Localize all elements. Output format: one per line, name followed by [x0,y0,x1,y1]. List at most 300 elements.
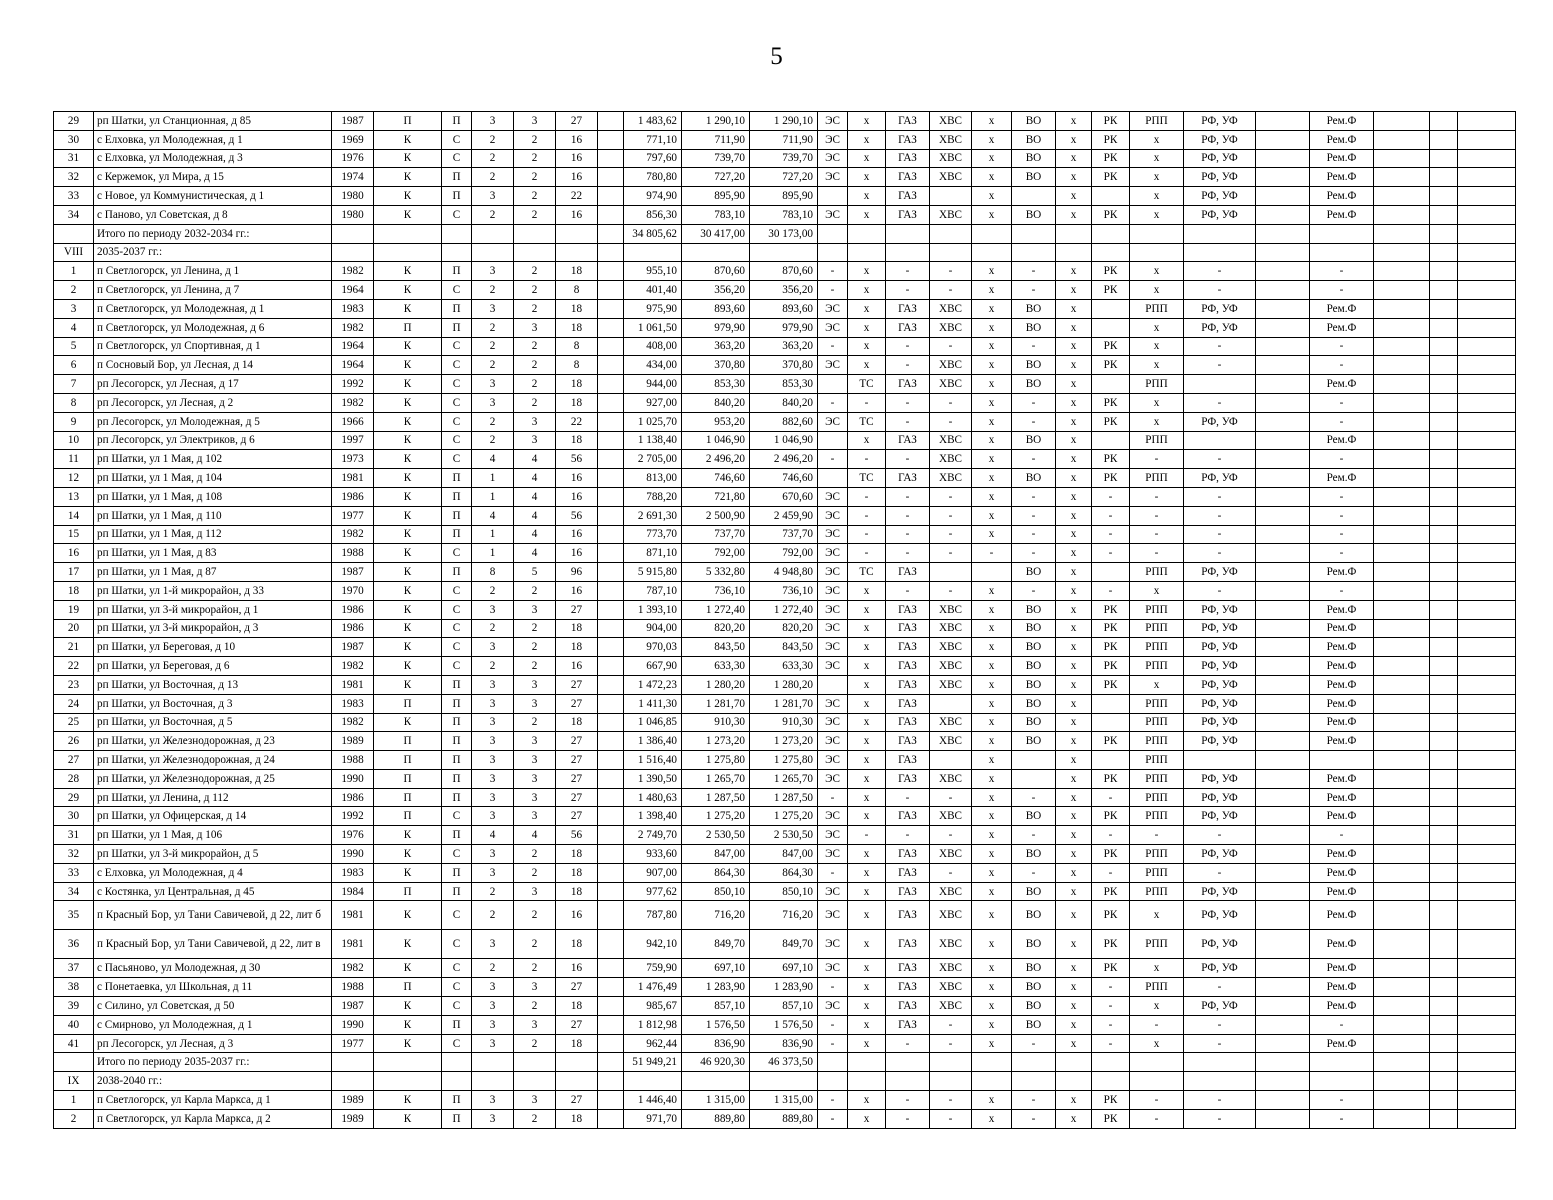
table-cell: 3 [472,930,514,959]
table-cell: - [1092,487,1130,506]
table-cell: 739,70 [682,149,750,168]
table-cell: ХВС [930,845,972,864]
table-cell: - [930,1091,972,1110]
table-cell: 2 [472,281,514,300]
address-cell: п Светлогорск, ул Ленина, д 1 [94,262,332,281]
table-cell: х [1056,525,1092,544]
table-cell [442,224,472,243]
table-cell: ВО [1012,638,1056,657]
table-cell: - [1310,506,1374,525]
table-cell: - [886,393,930,412]
table-cell [1184,431,1256,450]
table-cell [1430,187,1458,206]
table-cell: 401,40 [624,281,682,300]
table-cell [1056,224,1092,243]
table-cell: П [442,525,472,544]
table-row [54,375,1516,394]
table-cell: 974,90 [624,187,682,206]
table-cell: х [1056,732,1092,751]
table-cell: х [972,959,1012,978]
table-cell: - [886,487,930,506]
table-cell [1458,299,1516,318]
table-cell: РФ, УФ [1184,882,1256,901]
table-cell: РПП [1130,299,1184,318]
table-cell: ВО [1012,845,1056,864]
table-cell: 788,20 [624,487,682,506]
table-cell: х [972,882,1012,901]
table-cell: х [972,769,1012,788]
table-cell [1430,959,1458,978]
address-cell: рп Лесогорск, ул Электриков, д 6 [94,431,332,450]
table-cell: 23 [54,675,94,694]
table-cell: х [848,769,886,788]
table-row [54,901,1516,930]
table-cell: х [972,732,1012,751]
table-cell: Рем.Ф [1310,807,1374,826]
table-cell: - [1184,487,1256,506]
address-cell: п Красный Бор, ул Тани Савичевой, д 22, лит в [94,930,332,959]
table-cell: 1 046,90 [750,431,818,450]
table-cell [1092,431,1130,450]
table-cell: - [1184,281,1256,300]
table-cell: - [1184,1015,1256,1034]
table-cell: 893,60 [750,299,818,318]
table-cell [1374,997,1430,1016]
table-cell: х [848,694,886,713]
table-cell: ЭС [818,959,848,978]
table-cell: 1 283,90 [682,978,750,997]
table-cell: РФ, УФ [1184,112,1256,131]
table-row [54,393,1516,412]
table-cell: - [818,337,848,356]
table-cell [930,563,972,582]
table-cell [1374,299,1430,318]
table-cell: х [848,318,886,337]
table-cell [1458,205,1516,224]
table-cell [1012,769,1056,788]
table-cell: П [374,978,442,997]
table-row [54,788,1516,807]
table-cell: 2 [472,318,514,337]
table-cell [1430,997,1458,1016]
table-cell: ХВС [930,356,972,375]
table-cell: ВО [1012,732,1056,751]
table-cell: х [1056,959,1092,978]
table-cell: РК [1092,732,1130,751]
table-cell: С [442,281,472,300]
table-cell: х [848,845,886,864]
table-cell [1430,544,1458,563]
table-cell: х [1056,487,1092,506]
table-cell: РК [1092,469,1130,488]
table-cell: 1987 [332,563,374,582]
table-cell: 4 [514,506,556,525]
table-cell: 792,00 [750,544,818,563]
table-cell: ЭС [818,544,848,563]
table-cell: 3 [472,997,514,1016]
table-cell: 1987 [332,112,374,131]
table-cell: 56 [556,450,598,469]
table-cell: 33 [54,187,94,206]
table-cell: - [930,412,972,431]
table-cell: - [1092,863,1130,882]
table-cell: 813,00 [624,469,682,488]
table-cell [1256,469,1310,488]
table-cell: х [848,187,886,206]
table-cell: 2 [472,412,514,431]
table-cell: ХВС [930,638,972,657]
table-cell: х [1056,262,1092,281]
table-cell [1092,694,1130,713]
table-cell: 3 [472,732,514,751]
table-cell: С [442,356,472,375]
table-cell: ХВС [930,450,972,469]
table-cell: П [442,469,472,488]
table-cell: х [1130,412,1184,431]
table-cell: х [1056,1109,1092,1128]
table-cell [1374,393,1430,412]
table-cell: 30 417,00 [682,224,750,243]
table-cell: - [1130,1015,1184,1034]
table-cell: 697,10 [682,959,750,978]
table-cell: 31 [54,149,94,168]
table-cell: 3 [472,375,514,394]
table-cell: х [1056,469,1092,488]
table-cell: Рем.Ф [1310,675,1374,694]
table-cell: РФ, УФ [1184,638,1256,657]
table-cell: - [1092,506,1130,525]
table-cell: Рем.Ф [1310,469,1374,488]
table-cell [930,1053,972,1072]
table-cell [1430,930,1458,959]
table-cell [598,1109,624,1128]
table-cell: РК [1092,281,1130,300]
table-cell: х [1056,393,1092,412]
table-cell: х [1056,130,1092,149]
table-cell: РФ, УФ [1184,205,1256,224]
table-cell: ЭС [818,299,848,318]
table-cell: 2 705,00 [624,450,682,469]
table-cell [598,1091,624,1110]
table-cell: ХВС [930,675,972,694]
table-cell [598,713,624,732]
table-cell: 771,10 [624,130,682,149]
table-cell: 2 [514,337,556,356]
table-cell: ХВС [930,600,972,619]
table-cell: 3 [514,751,556,770]
table-cell: 1 138,40 [624,431,682,450]
table-cell [374,224,442,243]
table-cell: ВО [1012,205,1056,224]
table-cell: 19 [54,600,94,619]
table-cell [818,469,848,488]
table-cell: 1 390,50 [624,769,682,788]
table-cell: 1 [472,487,514,506]
table-cell: РФ, УФ [1184,168,1256,187]
table-cell: ГАЗ [886,187,930,206]
table-cell: Рем.Ф [1310,130,1374,149]
table-cell: 2 [514,375,556,394]
table-cell: 975,90 [624,299,682,318]
table-cell [1458,187,1516,206]
table-cell: х [848,281,886,300]
table-cell [1374,863,1430,882]
table-cell [1374,168,1430,187]
table-cell: С [442,581,472,600]
table-cell [1374,281,1430,300]
table-cell: - [1012,337,1056,356]
table-cell: - [886,544,930,563]
table-cell: х [848,882,886,901]
table-cell: - [1184,863,1256,882]
table-cell: 3 [514,807,556,826]
table-cell: 979,90 [682,318,750,337]
table-cell: 8 [556,337,598,356]
table-cell: 2 [514,393,556,412]
table-cell: 1997 [332,431,374,450]
table-cell [1458,356,1516,375]
table-cell: 1 483,62 [624,112,682,131]
table-cell: ВО [1012,807,1056,826]
table-cell [1374,243,1430,262]
table-cell: 3 [472,978,514,997]
table-cell [1374,544,1430,563]
table-cell [1458,882,1516,901]
table-cell: - [1184,1034,1256,1053]
address-cell: с Силино, ул Советская, д 50 [94,997,332,1016]
table-cell: ГАЗ [886,112,930,131]
table-cell: ВО [1012,713,1056,732]
table-cell: 2 [514,205,556,224]
table-cell: 46 920,30 [682,1053,750,1072]
table-cell: РК [1092,638,1130,657]
table-cell: 29 [54,788,94,807]
table-cell: РК [1092,845,1130,864]
table-cell: х [972,262,1012,281]
table-cell [1130,224,1184,243]
table-cell: РПП [1130,930,1184,959]
table-cell: 889,80 [682,1109,750,1128]
table-cell [1374,807,1430,826]
table-cell [1430,337,1458,356]
table-cell: 849,70 [750,930,818,959]
table-row [54,431,1516,450]
table-cell: 1 025,70 [624,412,682,431]
table-cell: Рем.Ф [1310,149,1374,168]
table-cell: - [930,281,972,300]
table-cell: х [848,168,886,187]
table-cell: 942,10 [624,930,682,959]
table-cell: РФ, УФ [1184,997,1256,1016]
table-cell: - [886,581,930,600]
table-cell [1256,769,1310,788]
table-cell: К [374,863,442,882]
table-cell: 27 [556,807,598,826]
table-cell: К [374,450,442,469]
table-cell: 27 [556,788,598,807]
table-cell: РПП [1130,694,1184,713]
table-cell: РПП [1130,112,1184,131]
table-cell: 2 496,20 [682,450,750,469]
table-cell: х [1056,431,1092,450]
address-cell: рп Шатки, ул Восточная, д 3 [94,694,332,713]
table-cell: - [818,393,848,412]
table-cell: х [1056,694,1092,713]
table-cell [598,751,624,770]
table-cell: ВО [1012,600,1056,619]
table-cell [1256,544,1310,563]
table-cell: Рем.Ф [1310,732,1374,751]
table-row [54,1015,1516,1034]
table-cell: 8 [556,281,598,300]
table-cell: - [1310,1091,1374,1110]
table-cell: К [374,675,442,694]
table-cell: 1 275,80 [682,751,750,770]
table-cell [1056,243,1092,262]
table-cell [1374,356,1430,375]
table-cell [598,187,624,206]
table-cell [1458,845,1516,864]
table-cell: х [1056,112,1092,131]
table-cell: 1982 [332,713,374,732]
table-cell: - [930,863,972,882]
table-cell: х [972,318,1012,337]
table-cell [598,525,624,544]
table-row [54,356,1516,375]
table-cell [1256,563,1310,582]
table-cell: 1986 [332,487,374,506]
table-cell [1256,732,1310,751]
table-cell: К [374,412,442,431]
table-cell: х [848,1091,886,1110]
table-cell: х [1130,997,1184,1016]
table-cell [1256,356,1310,375]
table-cell [1256,149,1310,168]
table-cell: 356,20 [750,281,818,300]
table-cell [1256,1109,1310,1128]
table-cell [1430,845,1458,864]
table-cell [1256,506,1310,525]
table-cell: 16 [556,544,598,563]
table-cell [1458,393,1516,412]
table-cell: 780,80 [624,168,682,187]
table-cell: 1 061,50 [624,318,682,337]
table-cell: РФ, УФ [1184,959,1256,978]
table-cell: ВО [1012,112,1056,131]
address-cell: с Новое, ул Коммунистическая, д 1 [94,187,332,206]
table-cell: 670,60 [750,487,818,506]
table-cell [1458,375,1516,394]
address-cell: рп Шатки, ул 3-й микрорайон, д 1 [94,600,332,619]
table-cell [1430,1091,1458,1110]
table-cell: - [848,506,886,525]
table-cell: ГАЗ [886,732,930,751]
table-cell: 736,10 [682,581,750,600]
table-cell [1458,1053,1516,1072]
table-cell [1374,487,1430,506]
address-cell: Итого по периоду 2032-2034 гг.: [94,224,332,243]
table-cell: - [930,337,972,356]
table-cell: ВО [1012,318,1056,337]
table-cell: К [374,1015,442,1034]
table-cell [1430,1053,1458,1072]
table-cell: - [930,581,972,600]
table-cell: ВО [1012,959,1056,978]
table-cell [1430,431,1458,450]
table-cell: Рем.Ф [1310,619,1374,638]
table-cell: ГАЗ [886,694,930,713]
table-cell: К [374,1034,442,1053]
table-cell: х [972,205,1012,224]
table-row [54,224,1516,243]
table-cell: х [972,1109,1012,1128]
table-cell: 1977 [332,506,374,525]
table-cell [598,205,624,224]
table-cell: С [442,431,472,450]
table-cell: х [848,751,886,770]
table-cell: ХВС [930,619,972,638]
table-cell: РПП [1130,469,1184,488]
table-cell: РПП [1130,845,1184,864]
table-cell: РК [1092,149,1130,168]
table-cell: 1 275,20 [682,807,750,826]
table-cell [1256,375,1310,394]
table-cell [1430,318,1458,337]
table-cell: ХВС [930,732,972,751]
table-cell: 1981 [332,901,374,930]
table-cell: 3 [472,1091,514,1110]
table-cell: - [848,544,886,563]
table-cell: 1 280,20 [682,675,750,694]
table-cell: ГАЗ [886,431,930,450]
table-cell: 8 [556,356,598,375]
table-cell: К [374,262,442,281]
address-cell: рп Шатки, ул Железнодорожная, д 23 [94,732,332,751]
address-cell: рп Лесогорск, ул Лесная, д 3 [94,1034,332,1053]
table-cell [1458,281,1516,300]
table-cell: П [442,1109,472,1128]
table-cell [598,412,624,431]
table-row [54,1034,1516,1053]
table-cell: х [848,807,886,826]
table-cell: К [374,337,442,356]
table-cell: П [442,487,472,506]
table-cell: ЭС [818,356,848,375]
table-cell: х [972,187,1012,206]
table-cell [598,337,624,356]
table-cell: П [442,694,472,713]
table-cell: С [442,619,472,638]
table-cell [598,563,624,582]
table-row [54,112,1516,131]
table-cell: П [374,732,442,751]
table-cell [1256,525,1310,544]
table-row [54,506,1516,525]
table-cell: - [930,544,972,563]
table-cell [1374,1072,1430,1091]
table-cell: х [1056,281,1092,300]
table-cell [1430,356,1458,375]
address-cell: рп Шатки, ул Береговая, д 10 [94,638,332,657]
table-cell [1458,978,1516,997]
table-cell: С [442,393,472,412]
table-cell: 1986 [332,600,374,619]
table-cell: 2 [472,337,514,356]
table-cell [1256,675,1310,694]
table-cell [598,901,624,930]
table-cell [598,997,624,1016]
table-cell: х [848,675,886,694]
